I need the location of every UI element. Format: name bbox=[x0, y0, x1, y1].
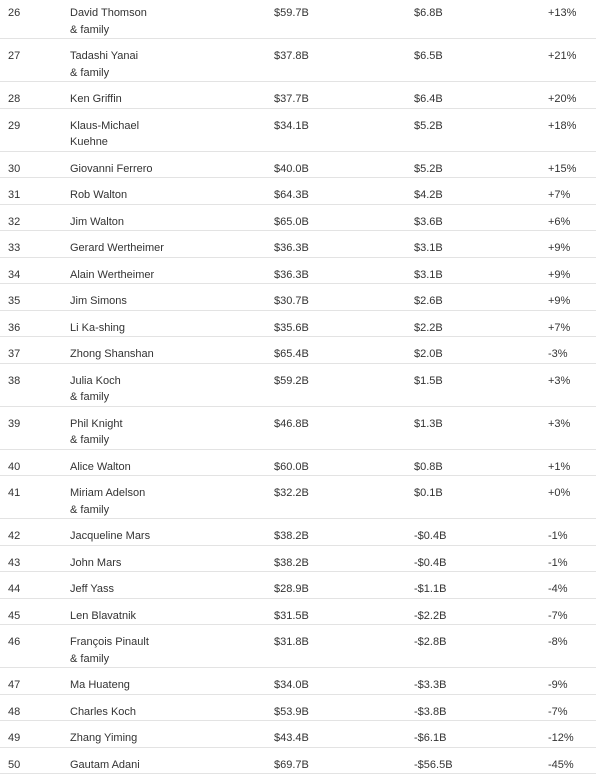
name-line: Gerard Wertheimer bbox=[70, 242, 164, 254]
change-cell: $1.3B bbox=[414, 406, 548, 449]
name-line: Julia Koch bbox=[70, 374, 121, 387]
net-worth-cell: $69.7B bbox=[274, 747, 414, 774]
percent-change-cell: -45% bbox=[548, 747, 596, 774]
net-worth-cell: $34.0B bbox=[274, 668, 414, 695]
name-line: Jacqueline Mars bbox=[70, 530, 151, 542]
rank-cell: 50 bbox=[0, 747, 70, 774]
percent-change-cell: -4% bbox=[548, 572, 596, 599]
percent-change-cell: -7% bbox=[548, 694, 596, 721]
change-cell: -$1.1B bbox=[414, 572, 548, 599]
table-row bbox=[0, 151, 596, 178]
change-cell: -$3.3B bbox=[414, 668, 548, 695]
net-worth-cell: $28.9B bbox=[274, 572, 414, 599]
name-cell bbox=[70, 747, 274, 774]
change-cell: $4.2B bbox=[414, 178, 548, 205]
name-line: Klaus-Michael bbox=[70, 119, 140, 132]
net-worth-cell: $65.4B bbox=[274, 337, 414, 364]
percent-change-cell: +9% bbox=[548, 257, 596, 284]
name-cell bbox=[70, 284, 274, 311]
percent-change-cell: +1% bbox=[548, 449, 596, 476]
table-row bbox=[0, 310, 596, 337]
name-line: Li Ka-shing bbox=[70, 321, 126, 334]
name-line: Giovanni Ferrero bbox=[70, 162, 153, 175]
table-row bbox=[0, 284, 596, 311]
percent-change-cell: +3% bbox=[548, 363, 596, 406]
change-cell: -$56.5B bbox=[414, 747, 548, 774]
name-line-2: & family bbox=[70, 23, 110, 36]
rank-cell: 46 bbox=[0, 625, 70, 668]
net-worth-cell: $35.6B bbox=[274, 310, 414, 337]
net-worth-cell: $38.2B bbox=[274, 545, 414, 572]
name-line: Charles Koch bbox=[70, 705, 137, 718]
net-worth-cell: $37.7B bbox=[274, 82, 414, 109]
rank-cell: 29 bbox=[0, 108, 70, 151]
change-cell: $3.1B bbox=[414, 257, 548, 284]
name-line: Jim Simons bbox=[70, 295, 127, 307]
name-cell bbox=[70, 476, 274, 519]
change-cell: -$0.4B bbox=[414, 545, 548, 572]
net-worth-cell: $34.1B bbox=[274, 108, 414, 151]
net-worth-cell: $59.2B bbox=[274, 363, 414, 406]
percent-change-cell: +18% bbox=[548, 108, 596, 151]
change-cell: $2.6B bbox=[414, 284, 548, 311]
rank-cell: 44 bbox=[0, 572, 70, 599]
name-cell bbox=[70, 0, 274, 39]
table-row bbox=[0, 668, 596, 695]
percent-change-cell: +9% bbox=[548, 231, 596, 258]
name-line: Phil Knight bbox=[70, 417, 123, 430]
rank-cell: 40 bbox=[0, 449, 70, 476]
change-cell: $6.4B bbox=[414, 82, 548, 109]
name-cell bbox=[70, 625, 274, 668]
change-cell: $6.8B bbox=[414, 0, 548, 39]
name-cell bbox=[70, 363, 274, 406]
name-cell bbox=[70, 668, 274, 695]
net-worth-cell: $59.7B bbox=[274, 0, 414, 39]
name-line: Jeff Yass bbox=[70, 583, 115, 595]
name-cell bbox=[70, 257, 274, 284]
change-cell: -$2.8B bbox=[414, 625, 548, 668]
percent-change-cell: -1% bbox=[548, 519, 596, 546]
name-cell bbox=[70, 231, 274, 258]
name-line: Rob Walton bbox=[70, 189, 128, 201]
change-cell: -$0.4B bbox=[414, 519, 548, 546]
net-worth-cell: $43.4B bbox=[274, 721, 414, 748]
net-worth-cell: $30.7B bbox=[274, 284, 414, 311]
table-row bbox=[0, 82, 596, 109]
name-line-2: & family bbox=[70, 66, 110, 79]
table-row bbox=[0, 572, 596, 599]
name-cell bbox=[70, 204, 274, 231]
name-cell bbox=[70, 572, 274, 599]
percent-change-cell: -7% bbox=[548, 598, 596, 625]
table-row bbox=[0, 406, 596, 449]
name-line: Zhang Yiming bbox=[70, 732, 138, 744]
name-cell bbox=[70, 449, 274, 476]
change-cell: $1.5B bbox=[414, 363, 548, 406]
name-line: Gautam Adani bbox=[70, 758, 140, 771]
rank-cell: 37 bbox=[0, 337, 70, 364]
name-line: Alain Wertheimer bbox=[70, 268, 155, 281]
percent-change-cell: +21% bbox=[548, 39, 596, 82]
name-line: Miriam Adelson bbox=[70, 487, 146, 499]
table-row bbox=[0, 231, 596, 258]
name-cell bbox=[70, 694, 274, 721]
table-row bbox=[0, 39, 596, 82]
change-cell: -$2.2B bbox=[414, 598, 548, 625]
percent-change-cell: -9% bbox=[548, 668, 596, 695]
net-worth-cell: $31.5B bbox=[274, 598, 414, 625]
percent-change-cell: +15% bbox=[548, 151, 596, 178]
net-worth-cell: $53.9B bbox=[274, 694, 414, 721]
name-line: Ma Huateng bbox=[70, 679, 130, 691]
change-cell: $2.0B bbox=[414, 337, 548, 364]
net-worth-cell: $40.0B bbox=[274, 151, 414, 178]
change-cell: $5.2B bbox=[414, 108, 548, 151]
name-line: Alice Walton bbox=[70, 460, 131, 473]
rank-cell: 41 bbox=[0, 476, 70, 519]
percent-change-cell: +0% bbox=[548, 476, 596, 519]
percent-change-cell: +3% bbox=[548, 406, 596, 449]
net-worth-cell: $37.8B bbox=[274, 39, 414, 82]
table-row bbox=[0, 337, 596, 364]
name-cell bbox=[70, 178, 274, 205]
name-cell bbox=[70, 406, 274, 449]
rank-cell: 49 bbox=[0, 721, 70, 748]
table-row bbox=[0, 694, 596, 721]
change-cell: -$6.1B bbox=[414, 721, 548, 748]
table-row bbox=[0, 598, 596, 625]
rank-cell: 28 bbox=[0, 82, 70, 109]
name-line: Tadashi Yanai bbox=[70, 50, 139, 62]
name-cell bbox=[70, 337, 274, 364]
net-worth-cell: $36.3B bbox=[274, 257, 414, 284]
name-line: Jim Walton bbox=[70, 215, 124, 228]
table-row bbox=[0, 519, 596, 546]
percent-change-cell: -8% bbox=[548, 625, 596, 668]
rank-cell: 34 bbox=[0, 257, 70, 284]
table-row bbox=[0, 747, 596, 774]
net-worth-cell: $36.3B bbox=[274, 231, 414, 258]
percent-change-cell: +7% bbox=[548, 310, 596, 337]
name-line-2: & family bbox=[70, 652, 110, 665]
percent-change-cell: -1% bbox=[548, 545, 596, 572]
table-row bbox=[0, 449, 596, 476]
table-row bbox=[0, 178, 596, 205]
name-line: Len Blavatnik bbox=[70, 609, 137, 622]
name-line: Ken Griffin bbox=[70, 93, 122, 105]
rank-cell: 39 bbox=[0, 406, 70, 449]
net-worth-cell: $31.8B bbox=[274, 625, 414, 668]
percent-change-cell: +20% bbox=[548, 82, 596, 109]
name-line-2: & family bbox=[70, 391, 110, 403]
net-worth-cell: $38.2B bbox=[274, 519, 414, 546]
rank-cell: 36 bbox=[0, 310, 70, 337]
name-line-2: & family bbox=[70, 503, 110, 516]
table-row bbox=[0, 363, 596, 406]
rank-cell: 47 bbox=[0, 668, 70, 695]
name-cell bbox=[70, 598, 274, 625]
table-row bbox=[0, 204, 596, 231]
percent-change-cell: +9% bbox=[548, 284, 596, 311]
table-row bbox=[0, 108, 596, 151]
table-row bbox=[0, 721, 596, 748]
change-cell: $6.5B bbox=[414, 39, 548, 82]
percent-change-cell: +13% bbox=[548, 0, 596, 39]
rank-cell: 33 bbox=[0, 231, 70, 258]
change-cell: $0.1B bbox=[414, 476, 548, 519]
name-cell bbox=[70, 39, 274, 82]
net-worth-cell: $32.2B bbox=[274, 476, 414, 519]
table-row bbox=[0, 625, 596, 668]
change-cell: $5.2B bbox=[414, 151, 548, 178]
name-line-2: & family bbox=[70, 434, 110, 446]
rank-cell: 42 bbox=[0, 519, 70, 546]
change-cell: $0.8B bbox=[414, 449, 548, 476]
name-cell bbox=[70, 545, 274, 572]
name-cell bbox=[70, 519, 274, 546]
rank-cell: 27 bbox=[0, 39, 70, 82]
table-row bbox=[0, 476, 596, 519]
net-worth-cell: $60.0B bbox=[274, 449, 414, 476]
name-cell bbox=[70, 82, 274, 109]
table-row bbox=[0, 257, 596, 284]
name-line: François Pinault bbox=[70, 636, 149, 648]
percent-change-cell: -12% bbox=[548, 721, 596, 748]
rank-cell: 30 bbox=[0, 151, 70, 178]
rank-cell: 38 bbox=[0, 363, 70, 406]
name-line: David Thomson bbox=[70, 7, 147, 19]
net-worth-cell: $64.3B bbox=[274, 178, 414, 205]
table-row bbox=[0, 545, 596, 572]
rank-cell: 35 bbox=[0, 284, 70, 311]
percent-change-cell: -3% bbox=[548, 337, 596, 364]
name-line: John Mars bbox=[70, 556, 122, 569]
name-cell bbox=[70, 721, 274, 748]
rank-cell: 31 bbox=[0, 178, 70, 205]
table-row bbox=[0, 0, 596, 39]
net-worth-cell: $46.8B bbox=[274, 406, 414, 449]
rank-cell: 48 bbox=[0, 694, 70, 721]
name-line-2: Kuehne bbox=[70, 136, 108, 148]
percent-change-cell: +7% bbox=[548, 178, 596, 205]
name-cell bbox=[70, 151, 274, 178]
name-cell bbox=[70, 310, 274, 337]
name-cell bbox=[70, 108, 274, 151]
net-worth-cell: $65.0B bbox=[274, 204, 414, 231]
change-cell: $3.6B bbox=[414, 204, 548, 231]
name-line: Zhong Shanshan bbox=[70, 348, 154, 360]
rank-cell: 43 bbox=[0, 545, 70, 572]
change-cell: $3.1B bbox=[414, 231, 548, 258]
change-cell: -$3.8B bbox=[414, 694, 548, 721]
rank-cell: 32 bbox=[0, 204, 70, 231]
percent-change-cell: +6% bbox=[548, 204, 596, 231]
rank-cell: 45 bbox=[0, 598, 70, 625]
rank-cell: 26 bbox=[0, 0, 70, 39]
change-cell: $2.2B bbox=[414, 310, 548, 337]
